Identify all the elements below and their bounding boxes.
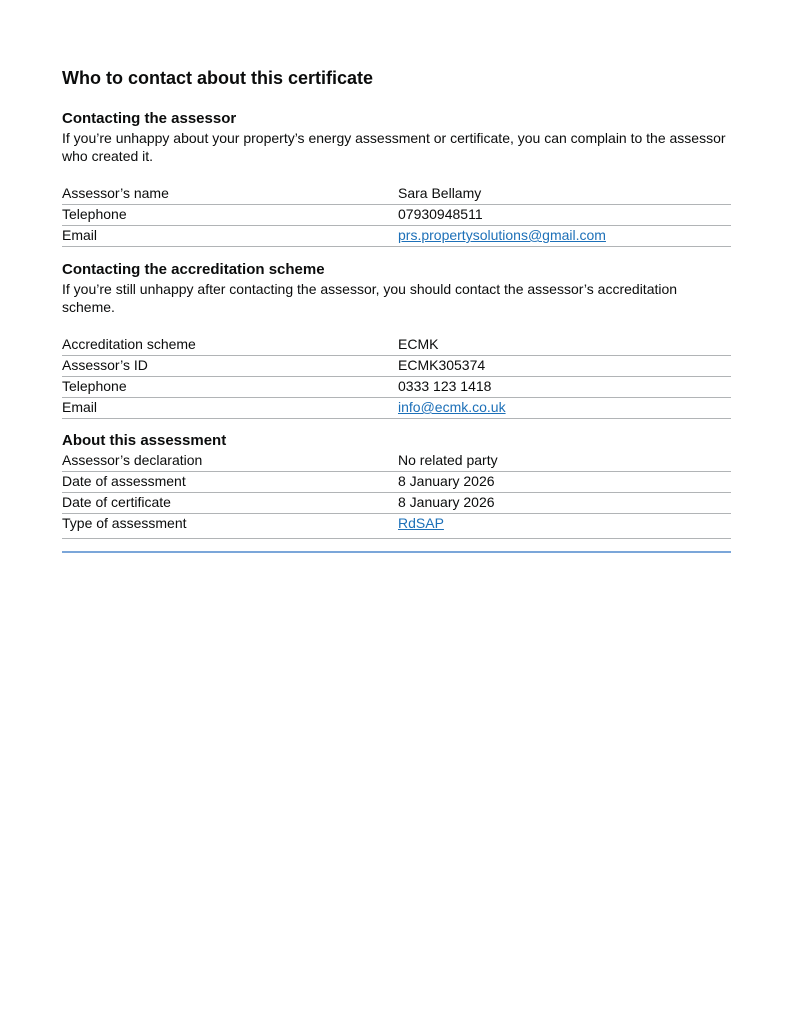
table-row [62, 226, 731, 247]
row-label: Type of assessment [62, 515, 187, 531]
accreditation-scheme-value: ECMK [398, 336, 439, 352]
table-row [62, 356, 731, 377]
section-intro-contacting-assessor: If you’re unhappy about your property’s energy assessment or certificate, you can complain to the assessor who created it. [62, 130, 726, 164]
row-label: Telephone [62, 378, 127, 394]
assessor-id-value: ECMK305374 [398, 357, 486, 373]
scheme-telephone-value: 0333 123 1418 [398, 378, 492, 394]
row-label: Assessor’s name [62, 185, 169, 201]
section-divider [62, 551, 731, 553]
accreditation-contact-table [62, 335, 731, 419]
section-heading-about-assessment: About this assessment [62, 432, 227, 449]
table-row [62, 493, 731, 514]
page-title: Who to contact about this certificate [62, 68, 374, 88]
table-row [62, 184, 731, 205]
assessor-name-value: Sara Bellamy [398, 185, 482, 201]
table-row [62, 205, 731, 226]
date-of-assessment-value: 8 January 2026 [398, 473, 495, 489]
table-row [62, 335, 731, 356]
row-label: Date of certificate [62, 494, 171, 510]
section-about-assessment [62, 432, 731, 539]
table-row [62, 451, 731, 472]
row-label: Assessor’s declaration [62, 452, 203, 468]
section-contacting-assessor [62, 110, 731, 247]
row-label: Accreditation scheme [62, 336, 196, 352]
table-row [62, 398, 731, 419]
rdsap-link[interactable]: RdSAP [398, 515, 444, 531]
date-of-certificate-value: 8 January 2026 [398, 494, 495, 510]
row-label: Assessor’s ID [62, 357, 148, 373]
row-label: Email [62, 399, 98, 415]
about-assessment-table [62, 451, 731, 539]
section-intro-accreditation-scheme: If you’re still unhappy after contacting the assessor, you should contact the assessor’s accreditation scheme. [62, 281, 678, 315]
row-label: Date of assessment [62, 473, 186, 489]
assessor-telephone-value: 07930948511 [398, 206, 483, 222]
section-heading-accreditation-scheme: Contacting the accreditation scheme [62, 261, 325, 278]
table-row [62, 472, 731, 493]
row-label: Email [62, 227, 98, 243]
assessor-email-link[interactable]: prs.propertysolutions@gmail.com [398, 227, 606, 243]
row-label: Telephone [62, 206, 127, 222]
assessor-declaration-value: No related party [398, 452, 498, 468]
table-row [62, 514, 731, 539]
table-row [62, 377, 731, 398]
section-contacting-accreditation-scheme [62, 261, 731, 419]
scheme-email-link[interactable]: info@ecmk.co.uk [398, 399, 506, 415]
assessor-contact-table [62, 184, 731, 247]
section-heading-contacting-assessor: Contacting the assessor [62, 110, 237, 127]
